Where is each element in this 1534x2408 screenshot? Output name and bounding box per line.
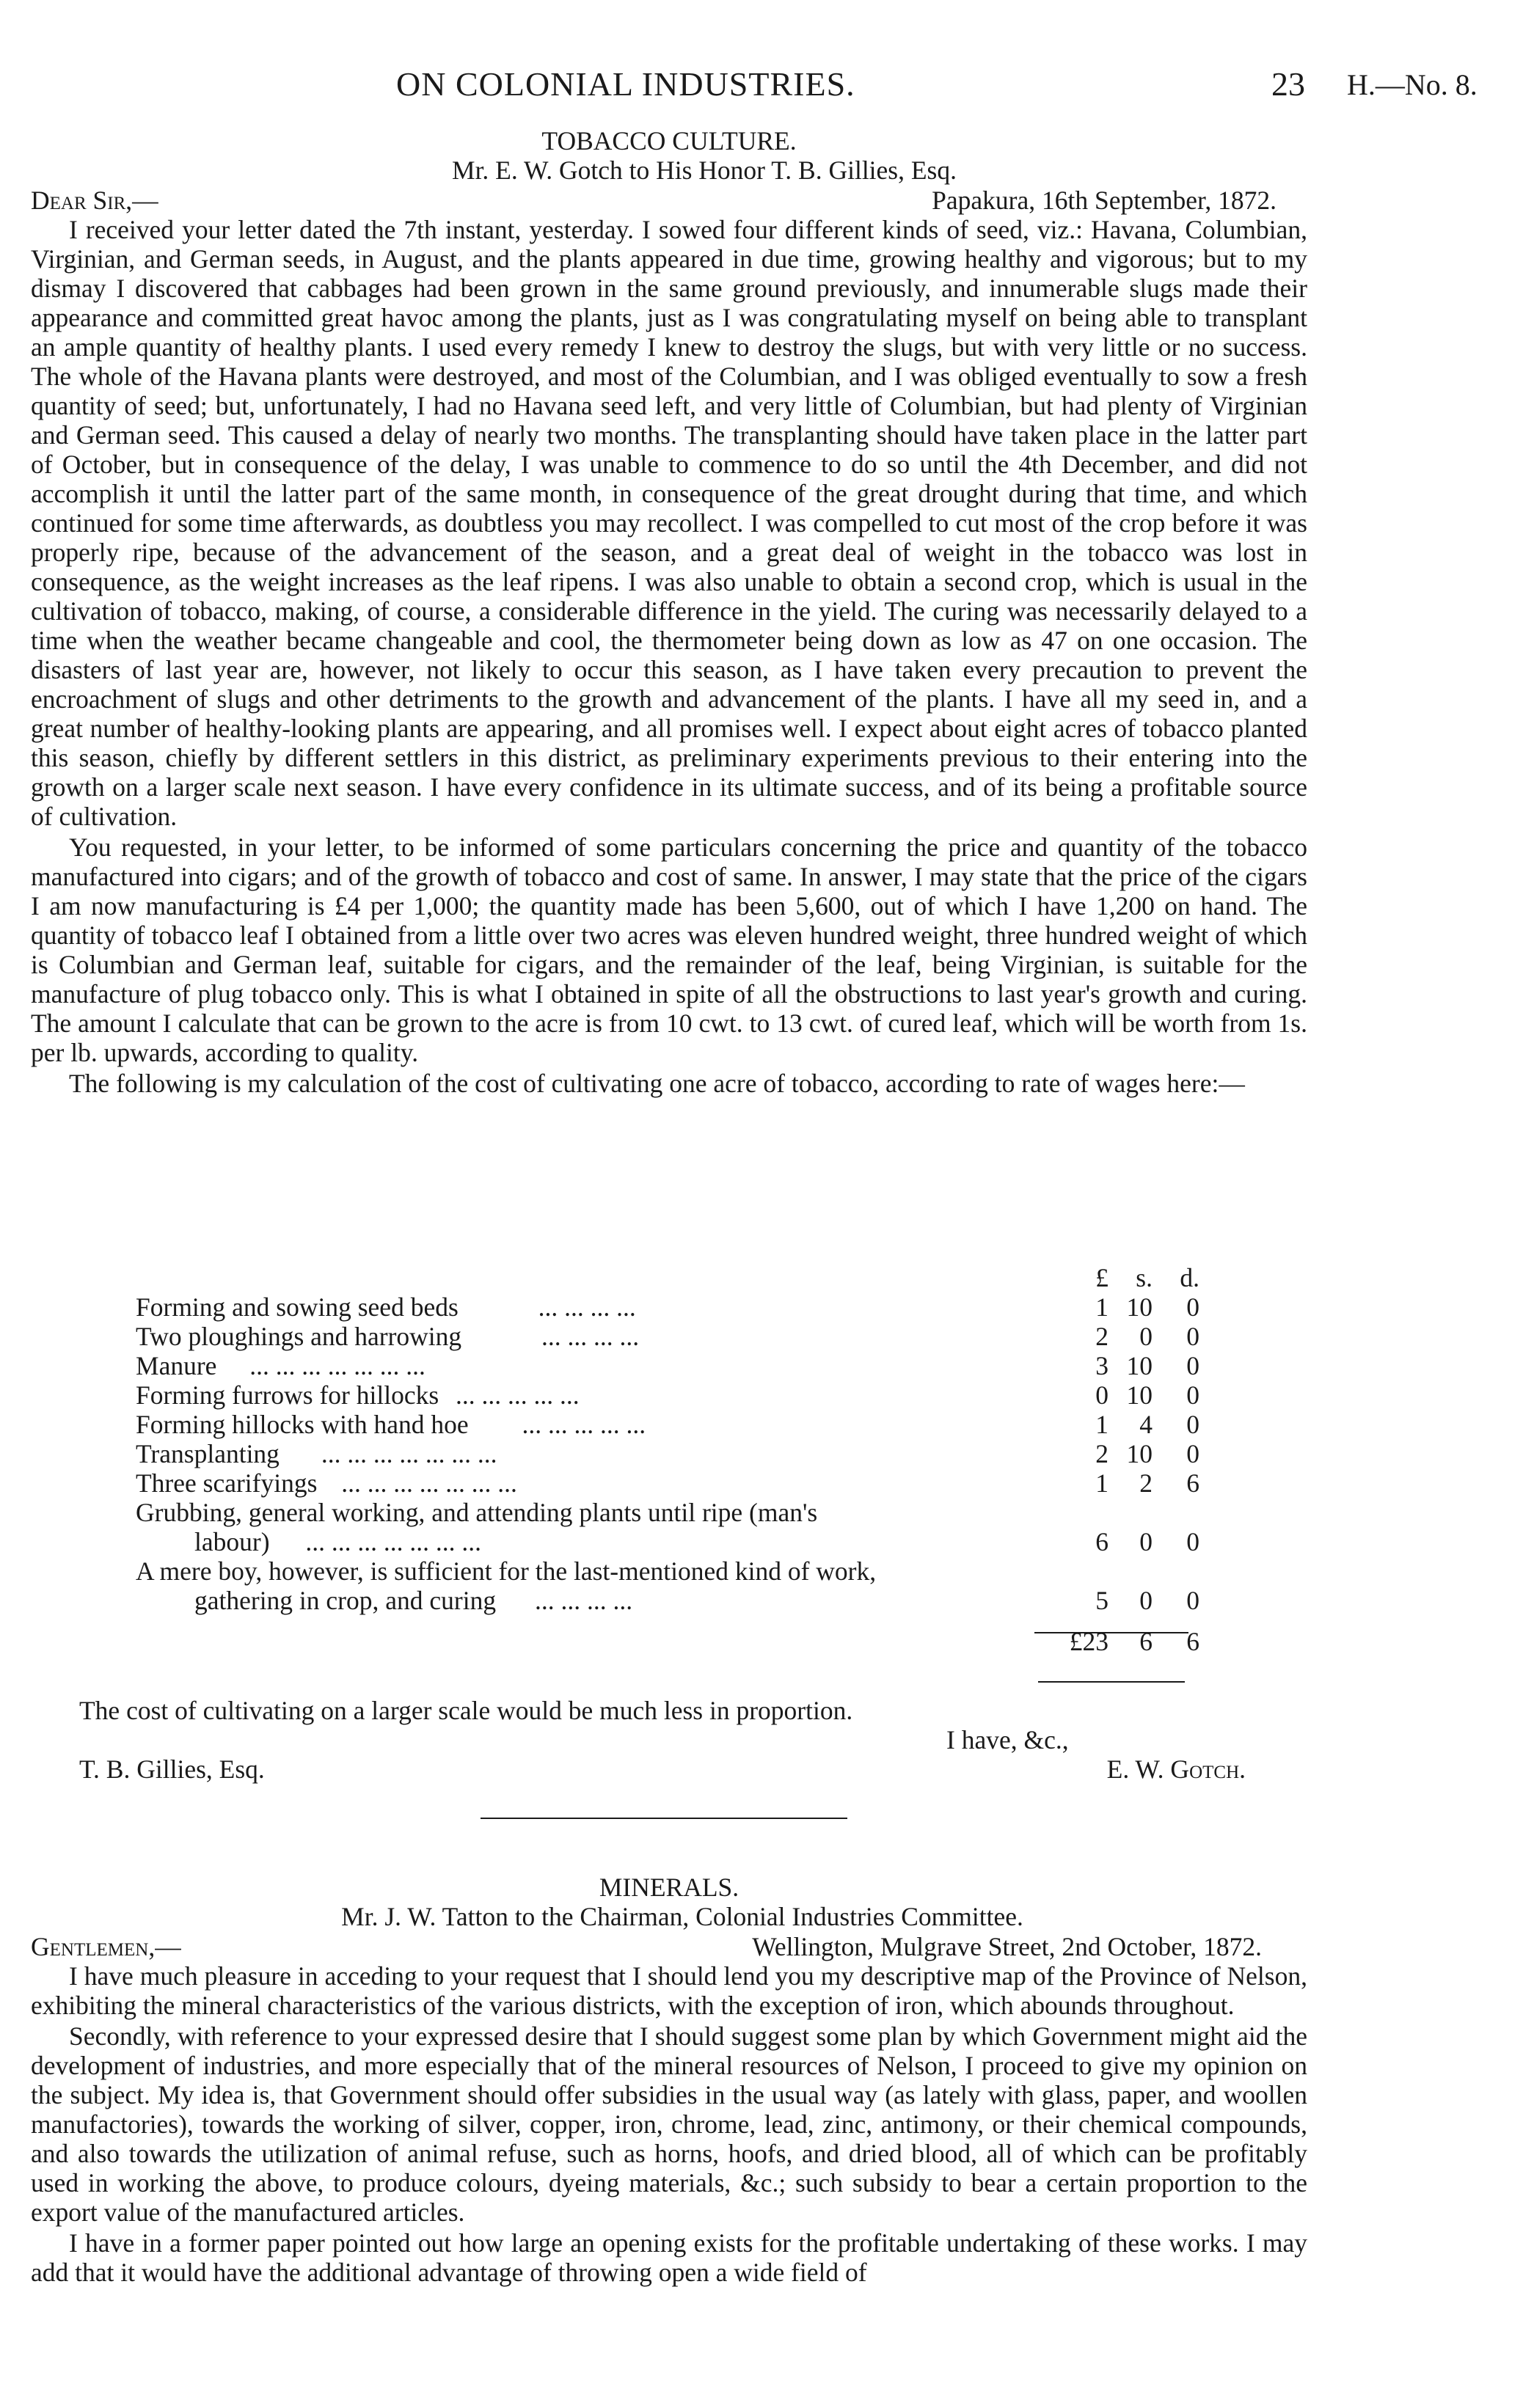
header-shillings: s. <box>1136 1263 1153 1292</box>
cost-row <box>136 1468 1199 1498</box>
cost-row <box>136 1380 1199 1410</box>
tobacco-paragraph-1: I received your letter dated the 7th instant, yesterday. I sowed four different kinds of seed, viz.: Havana, Columbian, Virginian, and German seeds, in August, and the plants appeared in due time, growing healthy and vigorous; but to my dismay I discovered that cabbages had been grown in the same ground previously, and innumerable slugs made their appearance and committed great havoc among the plants, just as I was congratulating myself on being able to transplant an ample quantity of healthy plants. I used every remedy I knew to destroy the slugs, but with very little or no success. The whole of the Havana plants were destroyed, and most of the Columbian, and I was obliged eventually to sow a fresh quantity of seed; but, unfortunately, I had no Havana seed left, and very little of Columbian, but had plenty of Virginian and German seed. This caused a delay of nearly two months. The transplanting should have taken place in the latter part of October, but in consequence of the delay, I was unable to commence to do so until the 4th December, and did not accomplish it until the latter part of the same month, in consequence of the great drought during that time, and which continued for some time afterwards, as doubtless you may recollect. I was compelled to cut most of the crop before it was properly ripe, because of the advancement of the season, and a great deal of weight in the tobacco was lost in consequence, as the weight increases as the leaf ripens. I was also unable to obtain a second crop, which is usual in the cultivation of tobacco, making, of course, a considerable difference in the yield. The curing was necessarily delayed to a time when the weather became changeable and cool, the thermometer being down as low as 47 on one occasion. The disasters of last year are, however, not likely to occur this season, as I have taken every precaution to prevent the encroachment of slugs and other detriments to the growth and advancement of the plants. I have all my seed in, and a great number of healthy-looking plants are appearing, and all promises well. I expect about eight acres of tobacco planted this season, chiefly by different settlers in this district, as preliminary experiments previous to their entering into the growth on a larger scale next season. I have every confidence in its ultimate success, and of its being a profitable source of cultivation. <box>31 215 1307 831</box>
leader-dots: ... ... ... ... ... ... ... <box>249 1351 425 1380</box>
minerals-paragraph-2: Secondly, with reference to your expressed desire that I should suggest some plan by which Government might aid the development of industries, and more especially that of the mineral resources of Nelson, I proceed to give my opinion on the subject. My idea is, that Government should offer subsidies in the usual way (as lately with glass, paper, and woollen manufactories), towards the working of silver, copper, iron, chrome, lead, zinc, antimony, or their chemical compounds, and also towards the utilization of animal refuse, such as horns, hoofs, and dried blood, all of which can be profitably used in working the above, to produce colours, dyeing materials, &c.; such subsidy to bear a certain proportion to the export value of the manufactured articles. <box>31 2021 1307 2227</box>
cost-pounds: 2 <box>1095 1439 1109 1468</box>
cost-pounds: 0 <box>1095 1380 1109 1410</box>
cost-pence: 0 <box>1186 1322 1199 1351</box>
cost-pence: 6 <box>1186 1468 1199 1498</box>
leader-dots: ... ... ... ... ... ... ... <box>305 1527 482 1556</box>
paper-reference: H.—No. 8. <box>1347 68 1478 101</box>
cost-pence: 0 <box>1186 1439 1199 1468</box>
cost-row-grubbing-line1 <box>136 1498 1199 1527</box>
total-rule-above <box>1034 1632 1188 1633</box>
tobacco-place-date: Papakura, 16th September, 1872. <box>932 186 1276 215</box>
minerals-letter-from: Mr. J. W. Tatton to the Chairman, Colonial Industries Committee. <box>341 1902 1023 1931</box>
leader-dots: ... ... ... ... <box>538 1292 636 1322</box>
cost-pence: 0 <box>1186 1380 1199 1410</box>
cost-pence: 0 <box>1186 1292 1199 1322</box>
cost-item: Two ploughings and harrowing <box>136 1322 462 1351</box>
cost-shillings: 10 <box>1126 1439 1153 1468</box>
tobacco-closing: The cost of cultivating on a larger scale would be much less in proportion. <box>79 1696 853 1725</box>
total-rule-below <box>1038 1681 1185 1683</box>
cost-item: Three scarifyings <box>136 1468 318 1498</box>
minerals-body <box>31 1961 1307 2287</box>
leader-dots: ... ... ... ... ... ... ... <box>321 1439 497 1468</box>
leader-dots: ... ... ... ... <box>534 1586 633 1615</box>
cost-pounds: 1 <box>1095 1410 1109 1439</box>
tobacco-sign-off: I have, &c., <box>946 1725 1069 1754</box>
minerals-salutation: Gentlemen,— <box>31 1932 181 1961</box>
minerals-place-date: Wellington, Mulgrave Street, 2nd October, 1872. <box>752 1932 1262 1961</box>
cost-item: Transplanting <box>136 1439 280 1468</box>
cost-pounds: 1 <box>1095 1292 1109 1322</box>
running-header <box>0 65 1534 109</box>
cost-shillings: 10 <box>1126 1292 1153 1322</box>
tobacco-salutation: Dear Sir,— <box>31 186 158 215</box>
cost-row <box>136 1410 1199 1439</box>
page-number: 23 <box>1271 65 1305 103</box>
cost-item: Grubbing, general working, and attending plants until ripe (man's <box>136 1498 818 1527</box>
total-shillings: 6 <box>1139 1627 1153 1656</box>
total-pounds: £23 <box>1069 1627 1109 1656</box>
leader-dots: ... ... ... ... <box>541 1322 640 1351</box>
cost-pence: 0 <box>1186 1586 1199 1615</box>
cost-row <box>136 1292 1199 1322</box>
cost-row <box>136 1322 1199 1351</box>
cost-row <box>136 1351 1199 1380</box>
minerals-salutation-row <box>31 1932 1307 1961</box>
cost-shillings: 10 <box>1126 1351 1153 1380</box>
cost-row <box>136 1439 1199 1468</box>
cost-table-header <box>136 1263 1199 1292</box>
total-pence: 6 <box>1186 1627 1199 1656</box>
cost-row-boy <box>136 1586 1199 1615</box>
cost-table <box>136 1263 1199 1656</box>
cost-shillings: 0 <box>1139 1586 1153 1615</box>
tobacco-salutation-row <box>31 186 1307 215</box>
tobacco-signature-row <box>79 1754 1246 1784</box>
cost-item: Manure <box>136 1351 217 1380</box>
minerals-paragraph-1: I have much pleasure in acceding to your request that I should lend you my descriptive map of the Province of Nelson, exhibiting the mineral characteristics of the various districts, with the exception of iron, which abounds throughout. <box>31 1961 1307 2020</box>
cost-pence: 0 <box>1186 1527 1199 1556</box>
cost-shillings: 4 <box>1139 1410 1153 1439</box>
tobacco-addressee: T. B. Gillies, Esq. <box>79 1754 265 1784</box>
header-pounds: £ <box>1095 1263 1109 1292</box>
running-title: ON COLONIAL INDUSTRIES. <box>396 65 855 103</box>
cost-pounds: 1 <box>1095 1468 1109 1498</box>
cost-total-row <box>136 1615 1199 1656</box>
cost-item: Forming and sowing seed beds <box>136 1292 459 1322</box>
tobacco-heading: TOBACCO CULTURE. <box>541 126 797 155</box>
cost-shillings: 0 <box>1139 1322 1153 1351</box>
cost-pence: 0 <box>1186 1351 1199 1380</box>
leader-dots: ... ... ... ... ... ... ... <box>341 1468 517 1498</box>
tobacco-paragraph-2: You requested, in your letter, to be informed of some particulars concerning the price and quantity of the tobacco manufactured into cigars; and of the growth of tobacco and cost of same. In answer, I may state that the price of the cigars I am now manufacturing is £4 per 1,000; the quantity made has been 5,600, out of which I have 1,200 on hand. The quantity of tobacco leaf I obtained from a little over two acres was eleven hundred weight, three hundred weight of which is Columbian and German leaf, suitable for cigars, and the remainder of the leaf, being Virginian, is suitable for the manufacture of plug tobacco only. This is what I obtained in spite of all the obstructions to last year's growth and curing. The amount I calculate that can be grown to the acre is from 10 cwt. to 13 cwt. of cured leaf, which will be worth from 1s. per lb. upwards, according to quality. <box>31 832 1307 1067</box>
tobacco-body <box>31 215 1307 1098</box>
tobacco-letter-from: Mr. E. W. Gotch to His Honor T. B. Gillies, Esq. <box>452 155 957 185</box>
tobacco-signature: E. W. Gotch. <box>1106 1754 1246 1784</box>
cost-shillings: 2 <box>1139 1468 1153 1498</box>
leader-dots: ... ... ... ... ... <box>456 1380 580 1410</box>
cost-pounds: 3 <box>1095 1351 1109 1380</box>
cost-pounds: 2 <box>1095 1322 1109 1351</box>
cost-item: Forming hillocks with hand hoe <box>136 1410 469 1439</box>
section-divider <box>481 1818 847 1819</box>
cost-shillings: 0 <box>1139 1527 1153 1556</box>
cost-item: A mere boy, however, is sufficient for the last-mentioned kind of work, <box>136 1556 877 1586</box>
cost-row-grubbing <box>136 1527 1199 1556</box>
cost-item: gathering in crop, and curing <box>194 1586 497 1615</box>
cost-item: labour) <box>194 1527 270 1556</box>
minerals-paragraph-3: I have in a former paper pointed out how large an opening exists for the profitable undertaking of these works. I may add that it would have the additional advantage of throwing open a wide field of <box>31 2228 1307 2287</box>
tobacco-paragraph-3: The following is my calculation of the cost of cultivating one acre of tobacco, according to rate of wages here:— <box>69 1069 1245 1098</box>
cost-pounds: 5 <box>1095 1586 1109 1615</box>
cost-pence: 0 <box>1186 1410 1199 1439</box>
cost-item: Forming furrows for hillocks <box>136 1380 439 1410</box>
header-pence: d. <box>1180 1263 1199 1292</box>
cost-pounds: 6 <box>1095 1527 1109 1556</box>
cost-row-boy-line1 <box>136 1556 1199 1586</box>
cost-shillings: 10 <box>1126 1380 1153 1410</box>
minerals-heading: MINERALS. <box>599 1873 739 1902</box>
leader-dots: ... ... ... ... ... <box>522 1410 646 1439</box>
